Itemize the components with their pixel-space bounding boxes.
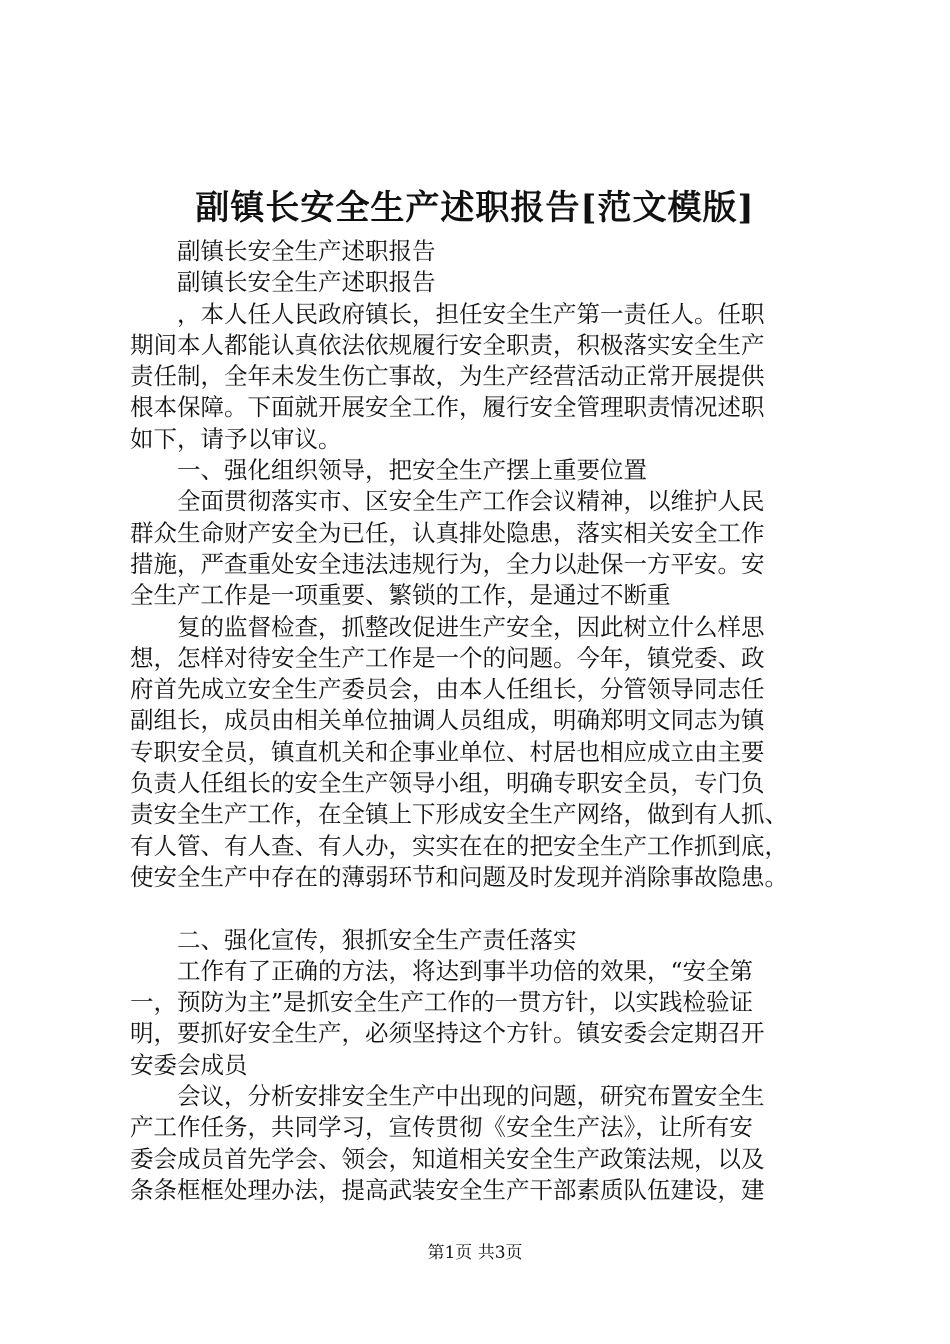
body-line: ，本人任人民政府镇长，担任安全生产第一责任人。任职: [177, 299, 765, 328]
body-line: 会议，分析安排安全生产中出现的问题，研究布置安全生: [177, 1082, 765, 1111]
body-line: 责安全生产工作，在全镇上下形成安全生产网络，做到有人抓、: [130, 800, 788, 829]
body-line: 根本保障。下面就开展安全工作，履行安全管理职责情况述职: [130, 393, 765, 422]
body-line: 一，预防为主”是抓安全生产工作的一贯方针，以实践检验证: [130, 988, 754, 1017]
body-line: 府首先成立安全生产委员会，由本人任组长，分管领导同志任: [130, 675, 765, 704]
body-line: 明，要抓好安全生产，必须坚持这个方针。镇安委会定期召开: [130, 1019, 765, 1048]
body-line: [130, 893, 830, 924]
body-line: 想，怎样对待安全生产工作是一个的问题。今年，镇党委、政: [130, 643, 765, 672]
document-body: [130, 236, 830, 1206]
document-title: 副镇长安全生产述职报告[范文模版]: [195, 188, 755, 228]
body-line: 全生产工作是一项重要、繁锁的工作，是通过不断重: [130, 581, 671, 610]
body-line: 负责人任组长的安全生产领导小组，明确专职安全员，专门负: [130, 769, 765, 798]
page-footer: 第1页 共3页: [427, 1243, 523, 1263]
body-line: 群众生命财产安全为已任，认真排处隐患，落实相关安全工作: [130, 518, 765, 547]
body-line: 委会成员首先学会、领会，知道相关安全生产政策法规，以及: [130, 1144, 765, 1173]
body-line: 一、强化组织领导，把安全生产摆上重要位置: [177, 456, 647, 485]
body-line: 条条框框处理办法，提高武装安全生产干部素质队伍建设，建: [130, 1175, 765, 1204]
body-line: 期间本人都能认真依法依规履行安全职责，积极落实安全生产: [130, 330, 765, 359]
body-line: 安委会成员: [130, 1050, 248, 1079]
body-line: 使安全生产中存在的薄弱环节和问题及时发现并消除事故隐患。: [130, 862, 788, 891]
body-line: 副镇长安全生产述职报告: [177, 268, 436, 297]
body-line: 全面贯彻落实市、区安全生产工作会议精神，以维护人民: [177, 487, 765, 516]
body-line: 复的监督检查，抓整改促进生产安全，因此树立什么样思: [177, 612, 765, 641]
body-line: 如下，请予以审议。: [130, 424, 342, 453]
body-line: 产工作任务，共同学习，宣传贯彻《安全生产法》，让所有安: [130, 1113, 753, 1142]
body-line: 副镇长安全生产述职报告: [177, 237, 436, 265]
body-line: 副组长，成员由相关单位抽调人员组成，明确郑明文同志为镇: [130, 706, 765, 735]
body-line: 工作有了正确的方法，将达到事半功倍的效果，“安全第: [177, 956, 754, 985]
body-line: 有人管、有人查、有人办，实实在在的把安全生产工作抓到底，: [130, 831, 788, 860]
body-line: 专职安全员，镇直机关和企事业单位、村居也相应成立由主要: [130, 737, 765, 766]
body-line: 措施，严查重处安全违法违规行为，全力以赴保一方平安。安: [130, 549, 765, 578]
body-line: 责任制，全年未发生伤亡事故，为生产经营活动正常开展提供: [130, 362, 765, 391]
body-line: 二、强化宣传，狠抓安全生产责任落实: [177, 925, 577, 954]
